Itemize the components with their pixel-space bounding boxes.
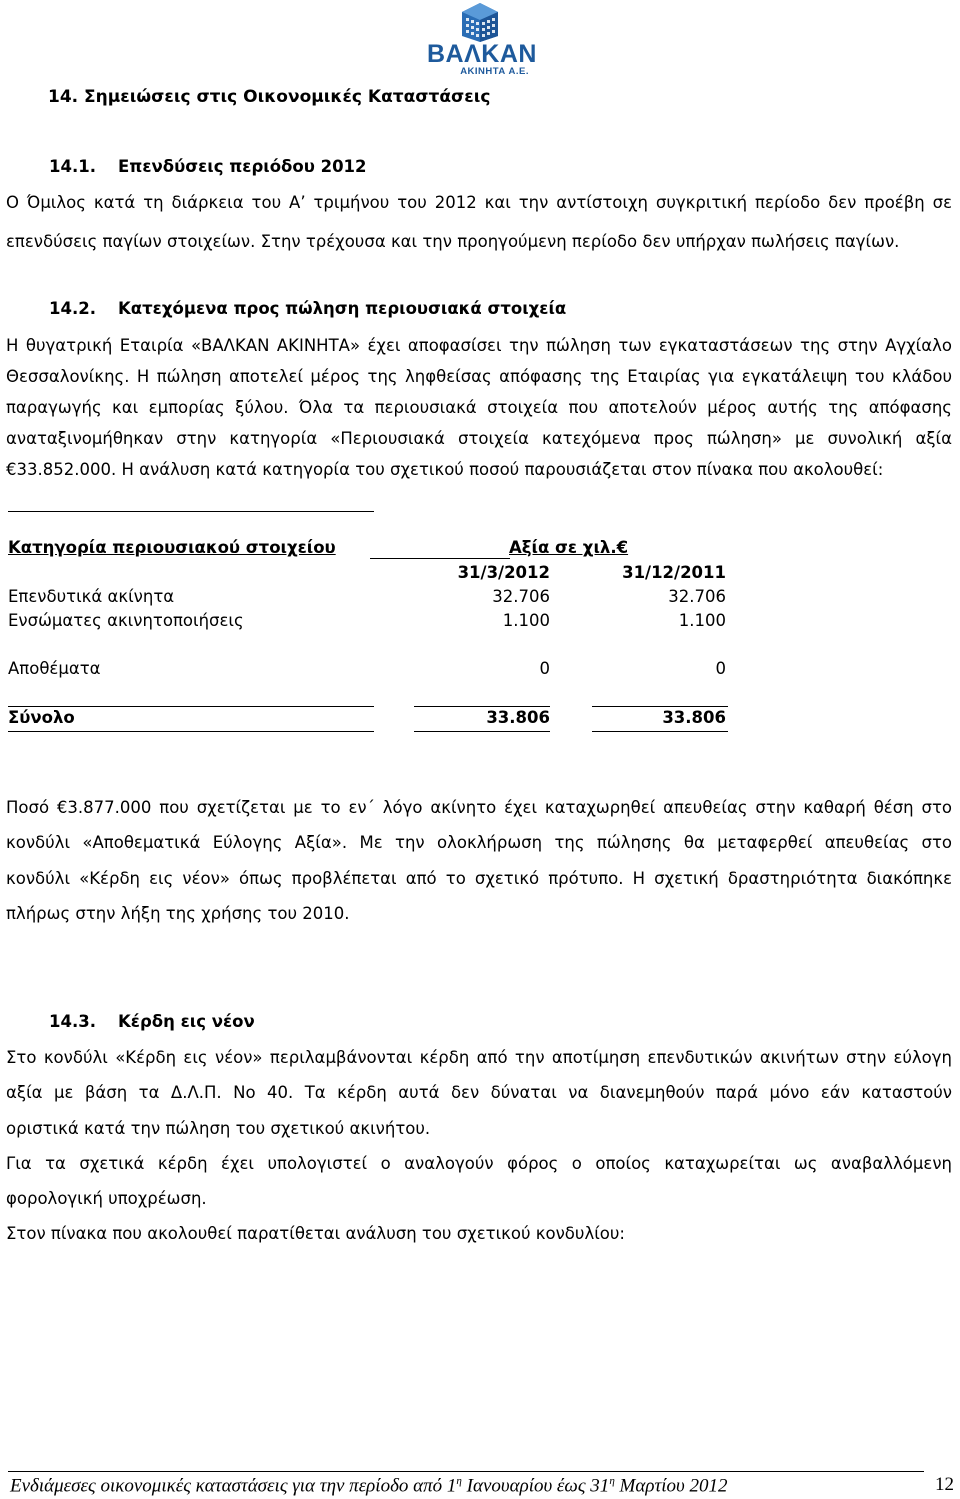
paragraph-line: Ποσό €3.877.000 που σχετίζεται με το εν΄ λόγο ακίνητο έχει καταχωρηθεί απευθείας στην καθαρή θέση στο <box>6 798 952 817</box>
table-header-date-1: 31/3/2012 <box>457 563 550 582</box>
table-total-cell: 33.806 <box>662 708 726 727</box>
logo-name: ΒΑΛΚΑΝ <box>427 40 537 68</box>
table-cell: 32.706 <box>668 587 726 606</box>
section-14-1-title: Επενδύσεις περιόδου 2012 <box>118 157 367 176</box>
paragraph-line: επενδύσεις παγίων στοιχείων. Στην τρέχουσα και την προηγούμενη περίοδο δεν υπήρχαν πωλήσεις παγίων. <box>6 232 900 251</box>
table-header-rule <box>370 558 510 559</box>
total-rule <box>414 706 550 707</box>
table-total-label: Σύνολο <box>8 708 75 727</box>
company-logo <box>427 2 537 78</box>
paragraph-line: Στο κονδύλι «Κέρδη εις νέον» περιλαμβάνονται κέρδη από την αποτίμηση επενδυτικών ακινήτων στην εύλογη <box>6 1048 952 1067</box>
footer-superscript: η <box>456 1475 462 1487</box>
paragraph-line: πλήρως στην λήξη της χρήσης του 2010. <box>6 904 350 923</box>
total-rule <box>8 706 374 707</box>
paragraph-line: κονδύλι «Κέρδη εις νέον» όπως προβλέπεται από το σχετικό πρότυπο. Η σχετική δραστηριότητα διακόπηκε <box>6 869 952 888</box>
table-total-cell: 33.806 <box>486 708 550 727</box>
footer-text-part: Ιανουαρίου έως 31 <box>461 1475 610 1497</box>
footer-superscript: η <box>609 1475 615 1487</box>
total-bottom-rule <box>8 731 374 732</box>
total-rule <box>592 706 728 707</box>
building-icon <box>427 2 533 42</box>
table-row-label: Αποθέματα <box>8 659 101 678</box>
paragraph-line: κονδύλι «Αποθεματικά Εύλογης Αξία». Με την ολοκλήρωση της πώλησης θα μεταφερθεί απευθείας στο <box>6 833 952 852</box>
paragraph-line: Για τα σχετικά κέρδη έχει υπολογιστεί ο αναλογούν φόρος ο οποίος καταχωρείται ως αναβαλλόμενη <box>6 1154 952 1173</box>
table-header-date-2: 31/12/2011 <box>622 563 726 582</box>
paragraph-line: Θεσσαλονίκης. Η πώληση αποτελεί μέρος της ληφθείσας απόφασης της Εταιρίας για εγκατάλειψη του κλάδου <box>6 367 952 386</box>
table-cell: 1.100 <box>678 611 726 630</box>
section-14-1-number: 14.1. <box>49 157 96 176</box>
page-number: 12 <box>935 1474 954 1495</box>
table-cell: 32.706 <box>492 587 550 606</box>
footer-text <box>10 1475 728 1497</box>
table-row-label: Ενσώματες ακινητοποιήσεις <box>8 611 244 630</box>
total-bottom-rule <box>592 731 728 732</box>
table-cell: 1.100 <box>502 611 550 630</box>
footer-text-part: Ενδιάμεσες οικονομικές καταστάσεις για την περίοδο από 1 <box>10 1475 457 1497</box>
table-top-rule <box>8 511 374 512</box>
table-header-category: Κατηγορία περιουσιακού στοιχείου <box>8 538 336 557</box>
footer-rule <box>8 1471 924 1472</box>
paragraph-line: παραγωγής και εμπορίας ξύλου. Όλα τα περιουσιακά στοιχεία που αποτελούν μέρος αυτής της απόφασης <box>6 398 952 417</box>
paragraph-line: Στον πίνακα που ακολουθεί παρατίθεται ανάλυση του σχετικού κονδυλίου: <box>6 1224 625 1243</box>
paragraph-line: οριστικά κατά την πώληση του σχετικού ακινήτου. <box>6 1119 431 1138</box>
paragraph-line: Η θυγατρική Εταιρία «ΒΑΛΚΑΝ ΑΚΙΝΗΤΑ» έχει αποφασίσει την πώληση των εγκαταστάσεων της στην Αγχίαλο <box>6 336 952 355</box>
page-title: 14. Σημειώσεις στις Οικονομικές Καταστάσεις <box>48 87 491 107</box>
paragraph-line: αξία με βάση τα Δ.Λ.Π. Νο 40. Τα κέρδη αυτά δεν δύναται να διανεμηθούν παρά μόνο εάν καταστούν <box>6 1083 952 1102</box>
section-14-2-number: 14.2. <box>49 299 96 318</box>
section-14-2-title: Κατεχόμενα προς πώληση περιουσιακά στοιχεία <box>118 299 567 318</box>
paragraph-line: αναταξινομήθηκαν στην κατηγορία «Περιουσιακά στοιχεία κατεχόμενα προς πώληση» με συνολική αξία <box>6 429 952 448</box>
paragraph-line: Ο Όμιλος κατά τη διάρκεια του Α’ τριμήνου του 2012 και την αντίστοιχη συγκριτική περίοδο δεν προέβη σε <box>6 193 952 212</box>
table-cell: 0 <box>715 659 726 678</box>
logo-subtitle: ΑΚΙΝΗΤΑ Α.Ε. <box>460 66 529 77</box>
paragraph-line: €33.852.000. Η ανάλυση κατά κατηγορία του σχετικού ποσού παρουσιάζεται στον πίνακα που ακολουθεί: <box>6 460 884 479</box>
table-header-value: Αξία σε χιλ.€ <box>509 538 629 557</box>
table-row-label: Επενδυτικά ακίνητα <box>8 587 175 606</box>
footer-text-part: Μαρτίου 2012 <box>614 1475 728 1497</box>
section-14-3-title: Κέρδη εις νέον <box>118 1012 255 1031</box>
paragraph-line: φορολογική υποχρέωση. <box>6 1189 207 1208</box>
section-14-3-number: 14.3. <box>49 1012 96 1031</box>
total-bottom-rule <box>414 731 550 732</box>
table-cell: 0 <box>539 659 550 678</box>
